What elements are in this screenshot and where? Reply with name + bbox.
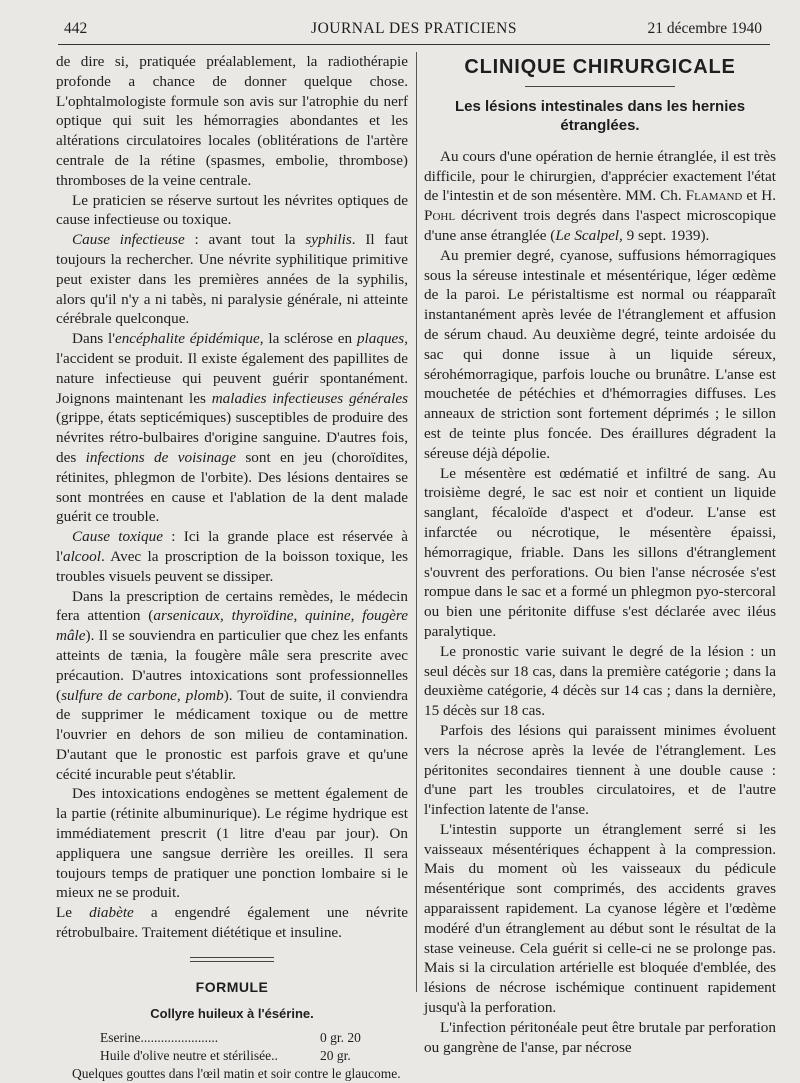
author-name: Flamand [685, 187, 743, 205]
italic-term: alcool [62, 547, 101, 565]
italic-term: sulfure de carbone, plomb [61, 686, 224, 704]
italic-term: Cause infectieuse [72, 231, 185, 249]
italic-term: encéphalite épidémique [114, 330, 260, 348]
italic-term: Cause toxique [72, 528, 163, 546]
italic-term: diabète [89, 904, 134, 922]
italic-term: maladies infectieuses générales [211, 389, 408, 407]
paragraph: Des intoxications endogènes se mettent également de la partie (rétinite albuminurique). Le régime hydrique est immédiatement prescrit (1 litre d'eau par jour). On appliquera une sangsue derrière les oreilles. Il sera toujours temps de pratiquer une ponction lombaire si le mieux ne se produit. [56, 785, 408, 902]
right-column [424, 52, 776, 1057]
ingredient-row [56, 1047, 408, 1065]
italic-term: infections de voisinage [85, 448, 236, 466]
paragraph: Le pronostic varie suivant le degré de la lésion : un seul décès sur 18 cas, dans la première catégorie ; dans la deuxième catégorie, 4 décès sur 14 cas ; dans la dernière, 15 décès sur 18 cas. [424, 642, 776, 720]
italic-term: syphilis [305, 231, 352, 249]
ingredient-row [56, 1029, 408, 1047]
formule-recipe [56, 1029, 408, 1083]
paragraph: Au premier degré, cyanose, suffusions hémorragiques sous la séreuse intestinale et mésentérique, léger œdème de la paroi. Le péristaltisme est normal ou réapparaît instantanément après levée de l'étranglement et affusion de sérum chaud. Au deuxième degré, teinte ardoisée du sac qui donne issue à un liquide séreux, sérohémorragique, parfois louche ou brunâtre. L'anse est mouchetée de pétéchies et d'hémorragies diffuses. Les anneaux de striction sont fortement déprimés ; le sillon est de teinte plus foncée. Des éraillures dégradent la séreuse déjà dépolie. [424, 246, 776, 462]
paragraph: de dire si, pratiquée préalablement, la radiothérapie profonde a chance de donner quelque chose. L'ophtalmologiste formule son avis sur l'atrophie du nerf optique qui suit les hémorragies abondantes et les altérations circulatoires locales (oblitérations de l'artère centrale de la rétine (spasmes, embolie, thrombose) thromboses de la veine centrale. [56, 53, 408, 189]
formule-note: Quelques gouttes dans l'œil matin et soir contre le glaucome. [72, 1066, 401, 1082]
ingredient-name: Eserine....................... [100, 1030, 219, 1046]
title-rule [525, 86, 675, 87]
page-number: 442 [64, 20, 88, 37]
section-separator [190, 957, 274, 962]
paragraph: L'infection péritonéale peut être brutale par perforation ou gangrène de l'anse, par nécrose [424, 1018, 776, 1056]
issue-date: 21 décembre 1940 [647, 20, 762, 37]
paragraph: Au cours d'une opération de hernie étranglée, il est très difficile, pour le chirurgien, d'apprécier exactement l'état de l'intestin et de son mésentère. MM. Ch. Flamand et H. Pohl décrivent trois degrés dans l'aspect microscopique d'une anse étranglée (Le Scalpel, 9 sept. 1939). [424, 147, 776, 244]
ingredient-qty: 0 gr. 20 [320, 1030, 361, 1046]
paragraph: Dans l'encéphalite épidémique, la sclérose en plaques, l'accident se produit. Il existe également des papillites de nature infectieuse qui peuvent guérir spontanément. Joignons maintenant les maladies infectieuses générales (grippe, états septicémiques) susceptibles de produire des névrites rétro-bulbaires d'origine sanguine. D'autres fois, des infections de voisinage sont en jeu (choroïdites, rétinites, phlegmon de l'orbite). Des lésions dentaires se sont montrées en cause et l'ablation de la dent malade guérit ce trouble. [56, 330, 409, 526]
left-column [56, 52, 408, 1083]
page-header [58, 16, 770, 45]
journal-title: JOURNAL DES PRATICIENS [311, 20, 517, 37]
paragraph: Dans la prescription de certains remèdes, le médecin fera attention (arsenicaux, thyroïdine, quinine, fougère mâle). Il se souviendra en particulier que chez les enfants atteints de tænia, la fougère mâle sera prescrite avec précaution. D'autres intoxications sont professionnelles (sulfure de carbone, plomb). Tout de suite, il conviendra de supprimer le médicament toxique ou de mettre l'ouvrier en dehors de son milieu de contamination. D'autant que le pronostic est parfois grave et qu'une cécité incurable peut s'établir. [56, 587, 409, 783]
author-name: Pohl [424, 207, 456, 225]
paragraph: Le praticien se réserve surtout les névrites optiques de cause infectieuse ou toxique. [56, 191, 408, 229]
source-title: Le Scalpel [555, 226, 620, 244]
italic-term: arsenicaux, thyroïdine, quinine, fougère mâle [56, 607, 409, 645]
column-divider [416, 52, 417, 992]
paragraph: L'intestin supporte un étranglement serré si les vaisseaux mésentériques échappent à la compression. Mais du moment où les vaisseaux du pédicule mésentérique sont comprimés, des accidents graves apparaissent rapidement. La cyanose légère et l'œdème modéré d'un étranglement au début sont le résultat de la stase veineuse. Cela guérit si celle-ci ne se prolonge pas. Mais si la circulation artérielle est bloquée d'emblée, des lésions de nécrose ischémique continuent rapidement jusqu'à la perforation. [424, 820, 776, 1017]
section-title: CLINIQUE CHIRURGICALE [464, 56, 736, 78]
paragraph: Cause infectieuse : avant tout la syphilis. Il faut toujours la rechercher. Une névrite syphilitique primitive peut exister dans les premières années de la syphilis, alors qu'il n'y a ni tabès, ni paralysie générale, ni atteinte cérébrale quelconque. [56, 231, 409, 328]
paragraph: Cause toxique : Ici la grande place est réservée à l'alcool. Avec la proscription de la boisson toxique, les troubles visuels peuvent se dissiper. [56, 528, 409, 585]
article-title: Les lésions intestinales dans les hernies étranglées. [454, 97, 746, 134]
paragraph: Le mésentère est œdématié et infiltré de sang. Au troisième degré, le sac est noir et contient un liquide sanglant, fécaloïde d'aspect et d'odeur. L'anse est infarctée ou nécrotique, le mésentère épaissi, hémorragique, friable. Dans les sillons d'étranglement s'ouvrent des perforations. Ou bien l'anse nécrosée s'est rompue dans le sac et a formé un phlegmon pyo-stercoral ou bien une péritonite diffuse s'est déclarée avec iléus paralytique. [424, 464, 776, 640]
italic-term: plaques [356, 330, 405, 348]
ingredient-name: Huile d'olive neutre et stérilisée.. [100, 1048, 278, 1064]
ingredient-qty: 20 gr. [320, 1048, 351, 1064]
paragraph: Le diabète a engendré également une névrite rétrobulbaire. Traitement diététique et insuline. [56, 904, 408, 942]
formule-subtitle: Collyre huileux à l'ésérine. [150, 1005, 314, 1021]
formule-title: FORMULE [195, 978, 269, 995]
paragraph: Parfois des lésions qui paraissent minimes évoluent vers la nécrose après la levée de l'étranglement. Les péritonites secondaires tiennent à une double cause : d'une part les troubles circulatoires, et de l'autre l'infection latente de l'anse. [424, 721, 776, 819]
